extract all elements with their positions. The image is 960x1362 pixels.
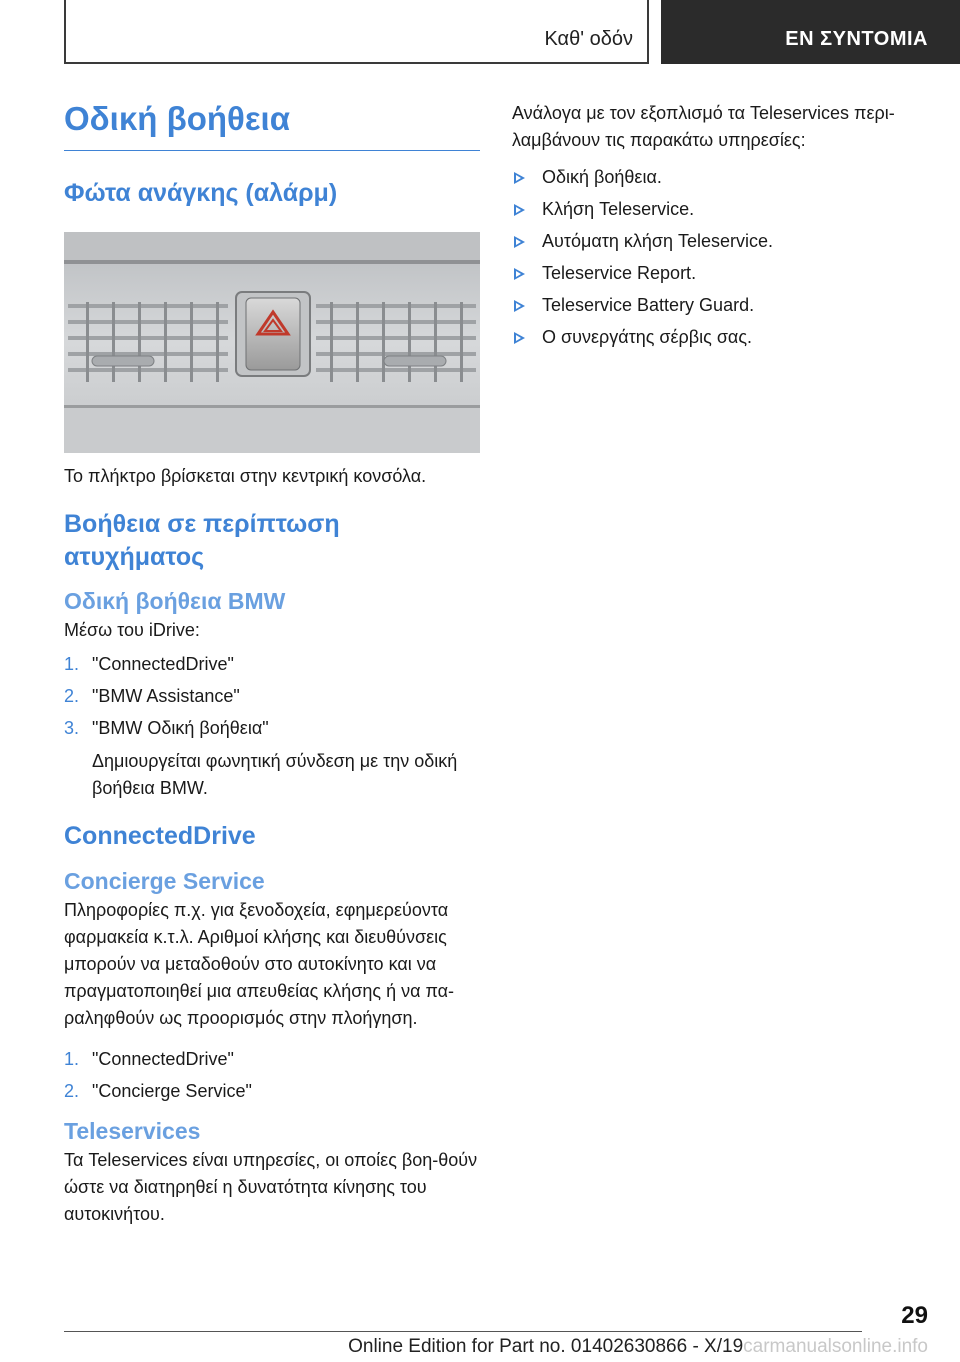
triangle-bullet-icon xyxy=(514,332,525,344)
triangle-bullet-icon xyxy=(514,268,525,280)
tab-on-the-road[interactable] xyxy=(64,0,649,64)
footer-divider xyxy=(64,1331,862,1332)
list-item xyxy=(512,228,928,255)
list-item xyxy=(512,292,928,319)
triangle-bullet-icon xyxy=(514,236,525,248)
accident-help-heading: Βοήθεια σε περίπτωση ατυχήματος xyxy=(64,510,340,571)
step-text: "BMW Οδική βοήθεια" xyxy=(92,718,269,739)
bmw-roadside-steps xyxy=(64,651,480,802)
list-item xyxy=(64,1046,480,1073)
list-item xyxy=(512,196,928,223)
list-item xyxy=(64,651,480,678)
service-text: Οδική βοήθεια. xyxy=(542,167,662,187)
page-number: 29 xyxy=(901,1302,928,1329)
concierge-steps xyxy=(64,1046,480,1105)
teleservices-text: Τα Teleservices είναι υπηρεσίες, οι οποίες βοη‐θούν ώστε να διατηρηθεί η δυνατότητα κίνησης του αυτοκινήτου. xyxy=(64,1149,478,1224)
hazard-button-photo xyxy=(64,232,480,453)
triangle-bullet-icon xyxy=(514,204,525,216)
service-text: Ο συνεργάτης σέρβις σας. xyxy=(542,327,753,347)
tab-at-a-glance-label: ΕΝ ΣΥΝΤΟΜΙΑ xyxy=(785,28,928,50)
teleservices-heading: Teleservices xyxy=(64,1117,201,1144)
triangle-bullet-icon xyxy=(514,172,525,184)
list-item xyxy=(512,324,928,351)
service-text: Αυτόματη κλήση Teleservice. xyxy=(542,231,774,251)
triangle-bullet-icon xyxy=(514,300,525,312)
step-text: "BMW Assistance" xyxy=(92,686,240,707)
step-number: 2. xyxy=(64,1080,80,1101)
concierge-text: Πληροφορίες π.χ. για ξενοδοχεία, εφημερεύοντα φαρμακεία κ.τ.λ. Αριθμοί κλήσης και διευθύνσεις μπορούν να μεταδοθούν στο αυτοκίνητο και να πραγματοποιηθεί μια απευθείας κλήσης ή να πα‐ραληφθούν ως προορισμός στην πλοήγηση. xyxy=(64,899,455,1028)
list-item xyxy=(512,164,928,191)
photo-caption: Το πλήκτρο βρίσκεται στην κεντρική κονσόλα. xyxy=(64,466,427,487)
step-text: "Concierge Service" xyxy=(92,1080,252,1101)
service-text: Teleservice Report. xyxy=(542,263,697,283)
header-tabs xyxy=(64,0,960,64)
tab-on-the-road-label: Καθ' οδόν xyxy=(544,28,633,50)
step-number: 3. xyxy=(64,718,80,739)
service-text: Teleservice Battery Guard. xyxy=(542,295,755,315)
step-number: 1. xyxy=(64,1048,80,1069)
hazard-lights-heading: Φώτα ανάγκης (αλάρμ) xyxy=(64,178,338,207)
connecteddrive-heading: ConnectedDrive xyxy=(64,822,256,851)
step-text: "ConnectedDrive" xyxy=(92,1048,234,1069)
footer-edition xyxy=(348,1336,928,1358)
list-item xyxy=(64,715,480,802)
list-item xyxy=(64,683,480,710)
page-title: Οδική βοήθεια xyxy=(64,100,480,151)
step-number: 2. xyxy=(64,686,80,707)
step-note: Δημιουργείται φωνητική σύνδεση με την οδική βοήθεια BMW. xyxy=(92,751,458,799)
step-number: 1. xyxy=(64,654,80,675)
concierge-heading: Concierge Service xyxy=(64,867,265,894)
tab-at-a-glance[interactable] xyxy=(661,0,960,64)
via-idrive-text: Μέσω του iDrive: xyxy=(64,620,200,641)
hazard-button-illustration xyxy=(64,232,480,453)
edition-text: Online Edition for Part no. 01402630866 - X/19 xyxy=(348,1336,744,1357)
list-item xyxy=(64,1078,480,1105)
teleservices-intro: Ανάλογα με τον εξοπλισμό τα Teleservices περι‐λαμβάνουν τις παρακάτω υπηρεσίες: xyxy=(512,103,895,150)
list-item xyxy=(512,260,928,287)
watermark-text: carmanualsonline.info xyxy=(743,1336,928,1357)
bmw-roadside-heading: Οδική βοήθεια BMW xyxy=(64,588,286,615)
service-text: Κλήση Teleservice. xyxy=(542,199,695,219)
step-text: "ConnectedDrive" xyxy=(92,654,234,675)
left-column xyxy=(64,100,480,1228)
teleservices-list xyxy=(512,164,928,351)
right-column xyxy=(512,100,928,356)
